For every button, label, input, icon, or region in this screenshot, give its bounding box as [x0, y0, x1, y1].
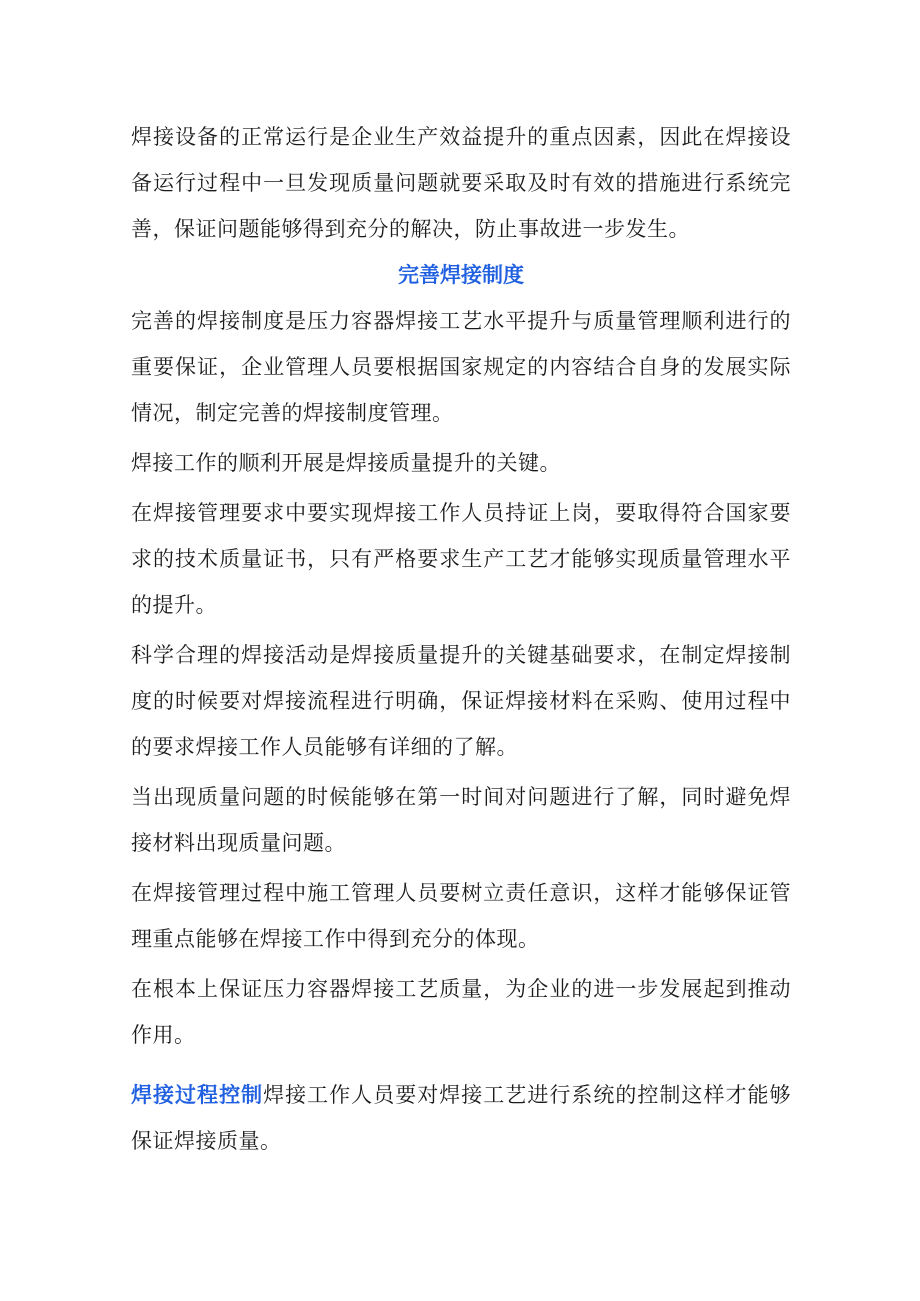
intro-paragraph: 焊接设备的正常运行是企业生产效益提升的重点因素，因此在焊接设备运行过程中一旦发现质量问题就要采取及时有效的措施进行系统完善，保证问题能够得到充分的解决，防止事故进一步发生。 [131, 125, 791, 241]
section1-paragraph-5: 当出现质量问题的时候能够在第一时间对问题进行了解，同时避免焊接材料出现质量问题。 [131, 785, 791, 855]
section-heading-welding-system: 完善焊接制度 [398, 263, 524, 287]
section-heading-process-control: 焊接过程控制 [131, 1083, 264, 1107]
document-body [131, 114, 791, 1164]
section1-paragraph-3: 在焊接管理要求中要实现焊接工作人员持证上岗，要取得符合国家要求的技术质量证书，只有严格要求生产工艺才能够实现质量管理水平的提升。 [131, 501, 791, 617]
section1-paragraph-7: 在根本上保证压力容器焊接工艺质量，为企业的进一步发展起到推动作用。 [131, 977, 791, 1047]
section1-paragraph-6: 在焊接管理过程中施工管理人员要树立责任意识，这样才能够保证管理重点能够在焊接工作中得到充分的体现。 [131, 881, 791, 951]
section1-paragraph-1: 完善的焊接制度是压力容器焊接工艺水平提升与质量管理顺利进行的重要保证，企业管理人员要根据国家规定的内容结合自身的发展实际情况，制定完善的焊接制度管理。 [131, 309, 791, 425]
section1-paragraph-4: 科学合理的焊接活动是焊接质量提升的关键基础要求，在制定焊接制度的时候要对焊接流程进行明确，保证焊接材料在采购、使用过程中的要求焊接工作人员能够有详细的了解。 [131, 643, 791, 759]
section2-paragraph [131, 1072, 791, 1164]
section2-text: 焊接工作人员要对焊接工艺进行系统的控制这样才能够保证焊接质量。 [131, 1083, 792, 1153]
section1-paragraph-2: 焊接工作的顺利开展是焊接质量提升的关键。 [131, 451, 561, 475]
